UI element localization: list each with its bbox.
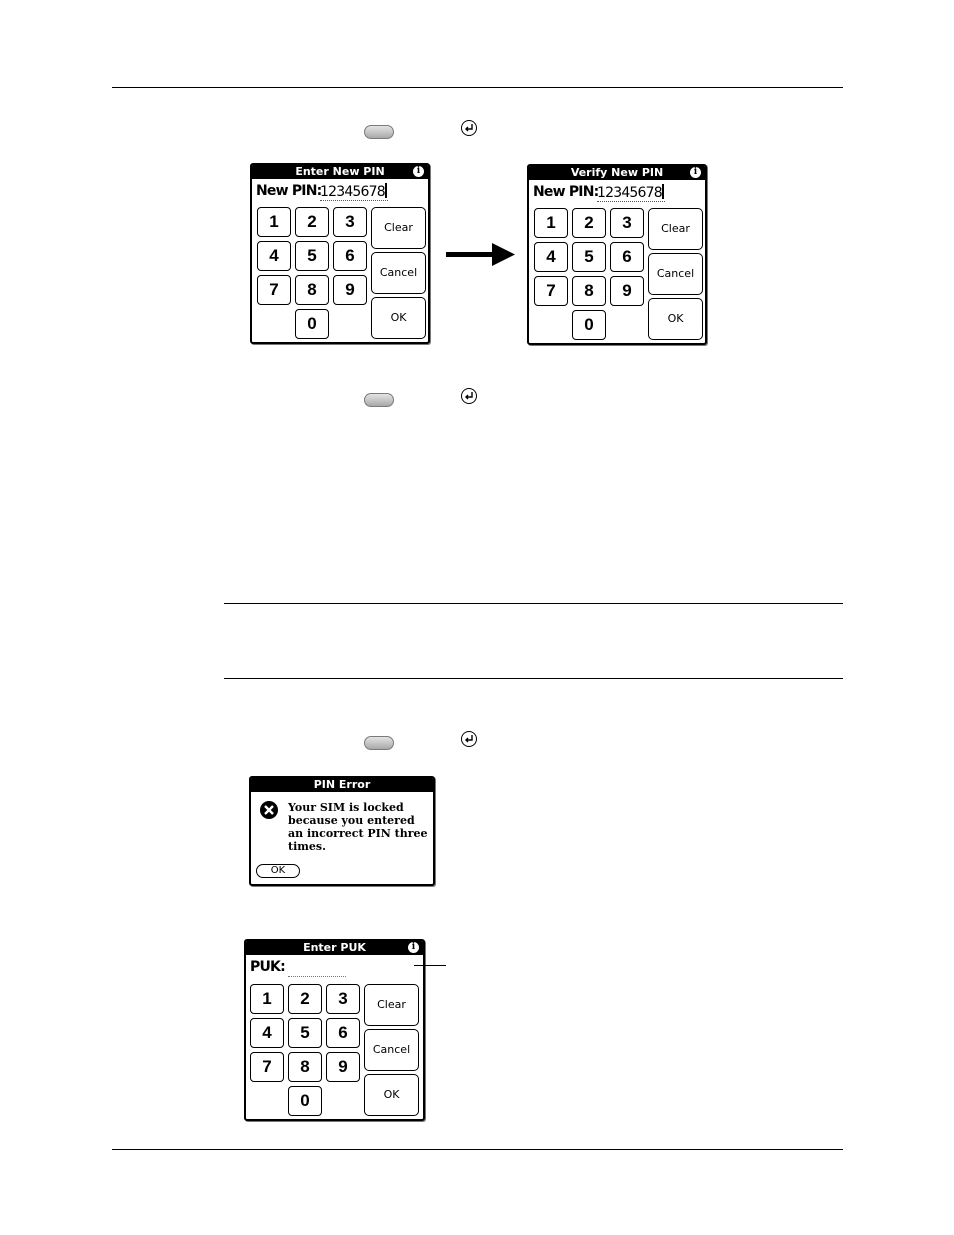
verify-new-pin-dialog: [527, 164, 707, 345]
key-7[interactable]: 7: [534, 276, 568, 306]
enter-puk-dialog: [244, 939, 425, 1121]
new-pin-value: 12345678: [320, 184, 385, 200]
note-top-rule: [224, 603, 843, 604]
arrow-right-icon: [446, 242, 516, 268]
ok-button[interactable]: OK: [648, 298, 703, 340]
key-3[interactable]: 3: [610, 208, 644, 238]
key-4[interactable]: 4: [534, 242, 568, 272]
key-6[interactable]: 6: [333, 241, 367, 271]
top-rule: [112, 87, 843, 88]
ok-button[interactable]: OK: [364, 1074, 419, 1116]
clear-button[interactable]: Clear: [364, 984, 419, 1026]
key-6[interactable]: 6: [326, 1018, 360, 1048]
note-bottom-rule: [224, 678, 843, 679]
cancel-button[interactable]: Cancel: [364, 1029, 419, 1071]
info-icon[interactable]: i: [413, 166, 424, 177]
key-1[interactable]: 1: [257, 207, 291, 237]
key-6[interactable]: 6: [610, 242, 644, 272]
hardware-button-icon: [364, 125, 394, 139]
key-2[interactable]: 2: [572, 208, 606, 238]
key-8[interactable]: 8: [288, 1052, 322, 1082]
key-5[interactable]: 5: [572, 242, 606, 272]
puk-label: PUK:: [250, 959, 285, 975]
error-message: Your SIM is locked because you entered an incorrect PIN three times.: [288, 801, 428, 853]
text-cursor: [662, 184, 664, 199]
info-icon[interactable]: i: [690, 167, 701, 178]
new-pin-label: New PIN:: [533, 184, 599, 200]
info-icon[interactable]: i: [408, 942, 419, 953]
new-pin-value: 12345678: [597, 185, 662, 201]
error-x-icon: [260, 801, 278, 819]
key-9[interactable]: 9: [326, 1052, 360, 1082]
cancel-button[interactable]: Cancel: [371, 252, 426, 294]
pin-error-dialog: [249, 776, 435, 886]
clear-button[interactable]: Clear: [371, 207, 426, 249]
key-3[interactable]: 3: [326, 984, 360, 1014]
dialog-title: PIN Error: [251, 778, 433, 792]
key-7[interactable]: 7: [257, 275, 291, 305]
key-8[interactable]: 8: [295, 275, 329, 305]
key-9[interactable]: 9: [610, 276, 644, 306]
ok-button[interactable]: OK: [371, 297, 426, 339]
ok-button[interactable]: OK: [256, 864, 300, 878]
key-1[interactable]: 1: [250, 984, 284, 1014]
new-pin-field[interactable]: [597, 184, 665, 202]
key-9[interactable]: 9: [333, 275, 367, 305]
hardware-button-icon: [364, 736, 394, 750]
dialog-title: Verify New PIN: [529, 166, 705, 180]
enter-new-pin-dialog: [250, 163, 430, 344]
key-5[interactable]: 5: [288, 1018, 322, 1048]
cancel-button[interactable]: Cancel: [648, 253, 703, 295]
key-3[interactable]: 3: [333, 207, 367, 237]
enter-key-icon: [461, 731, 477, 747]
key-1[interactable]: 1: [534, 208, 568, 238]
key-4[interactable]: 4: [250, 1018, 284, 1048]
key-2[interactable]: 2: [295, 207, 329, 237]
key-0[interactable]: 0: [288, 1086, 322, 1116]
enter-key-icon: [461, 388, 477, 404]
new-pin-label: New PIN:: [256, 183, 322, 199]
dialog-title: Enter New PIN: [252, 165, 428, 179]
callout-line: [414, 965, 446, 966]
key-8[interactable]: 8: [572, 276, 606, 306]
hardware-button-icon: [364, 393, 394, 407]
key-5[interactable]: 5: [295, 241, 329, 271]
key-7[interactable]: 7: [250, 1052, 284, 1082]
enter-key-icon: [461, 120, 477, 136]
puk-field[interactable]: [288, 976, 346, 977]
text-cursor: [385, 183, 387, 198]
key-4[interactable]: 4: [257, 241, 291, 271]
key-2[interactable]: 2: [288, 984, 322, 1014]
dialog-title: Enter PUK: [246, 941, 423, 955]
key-0[interactable]: 0: [295, 309, 329, 339]
key-0[interactable]: 0: [572, 310, 606, 340]
new-pin-field[interactable]: [320, 183, 388, 201]
bottom-rule: [112, 1149, 843, 1150]
clear-button[interactable]: Clear: [648, 208, 703, 250]
